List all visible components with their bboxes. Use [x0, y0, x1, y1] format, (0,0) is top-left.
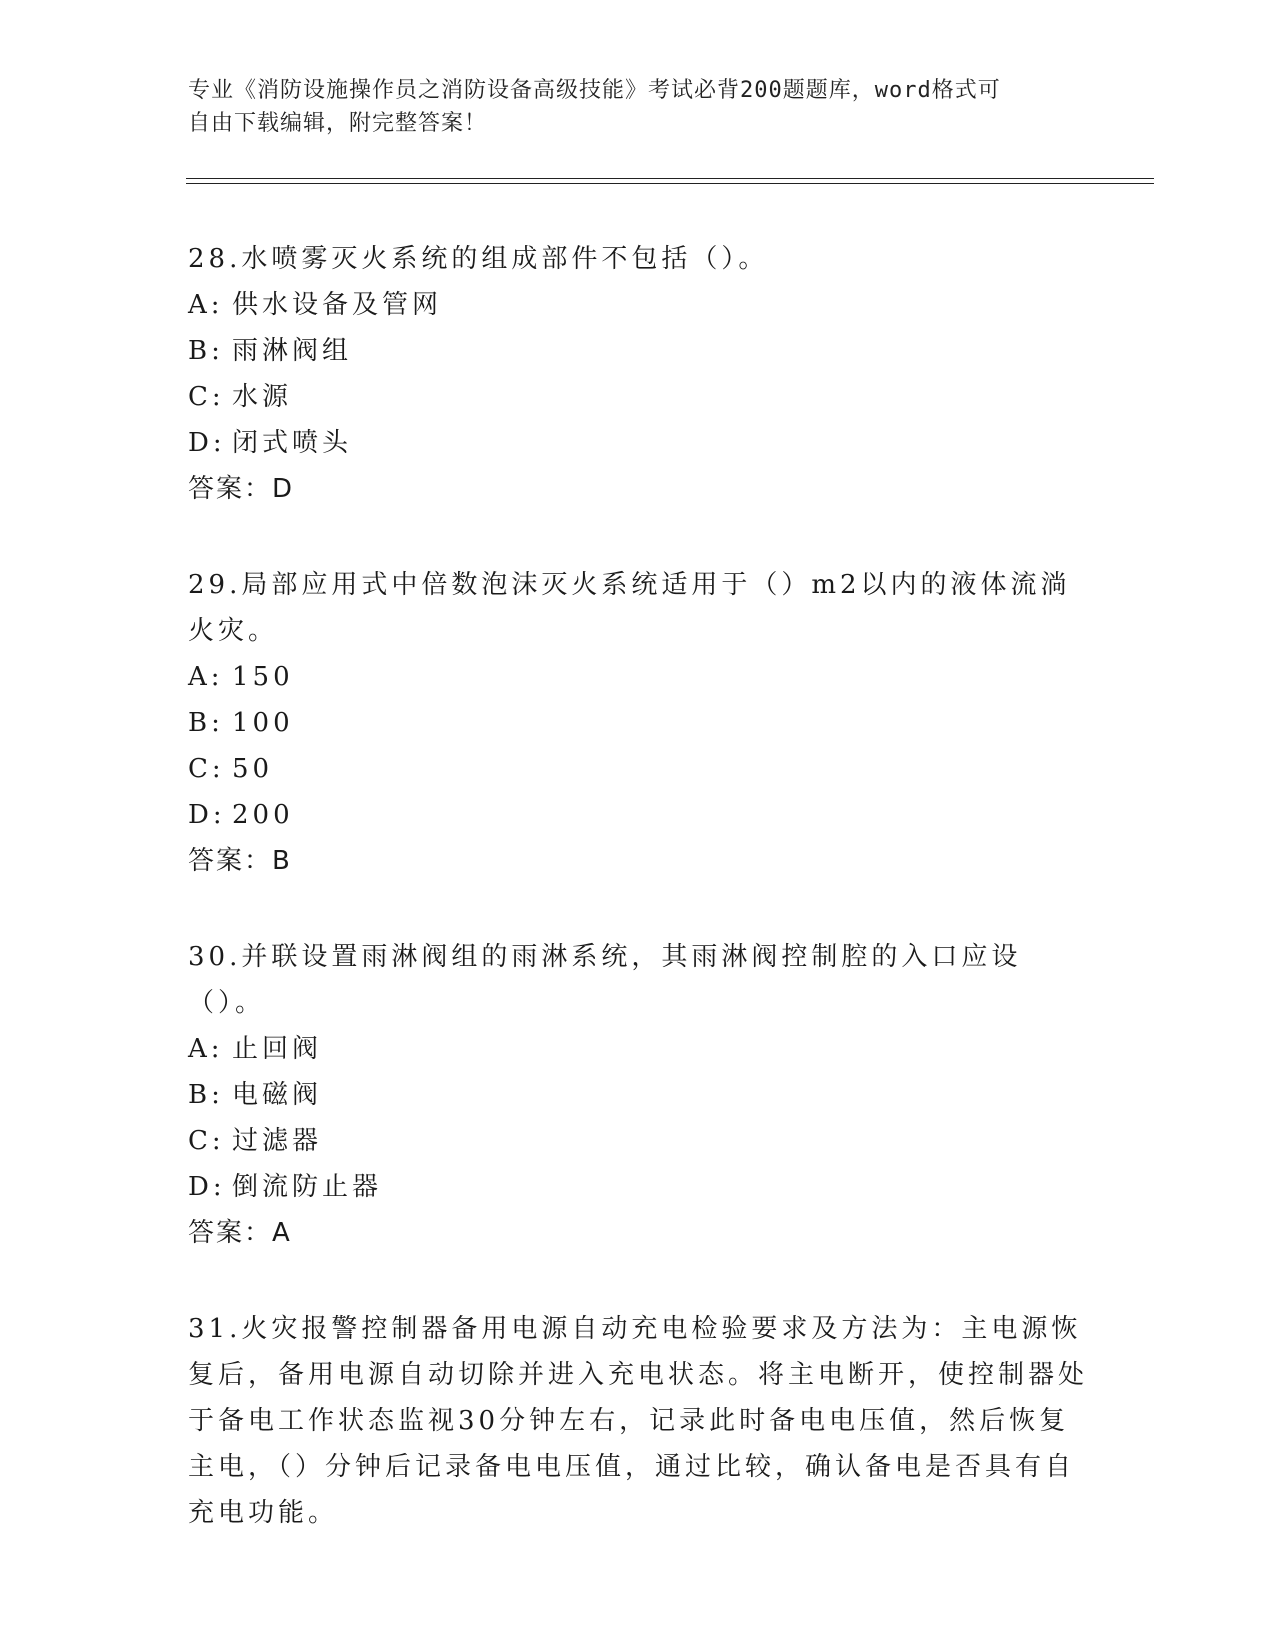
answer-line — [188, 466, 1088, 512]
answer-value: D — [272, 474, 294, 504]
option-text: 雨淋阀组 — [232, 336, 353, 366]
option-text: 100 — [232, 708, 294, 738]
option-text: 过滤器 — [232, 1126, 323, 1156]
answer-label: 答案： — [188, 1218, 273, 1248]
question-stem: 30.并联设置雨淋阀组的雨淋系统，其雨淋阀控制腔的入口应设（）。 — [188, 942, 1022, 1018]
option-d — [188, 792, 1088, 838]
question-30 — [188, 934, 1088, 1256]
option-key: C: — [188, 1126, 225, 1156]
option-b — [188, 1072, 1088, 1118]
option-a — [188, 1026, 1088, 1072]
answer-label: 答案： — [188, 474, 273, 504]
option-text: 50 — [232, 754, 274, 784]
question-stem: 29.局部应用式中倍数泡沫灭火系统适用于（）m2以内的液体流淌火灾。 — [188, 570, 1071, 646]
option-key: A: — [188, 290, 224, 320]
option-d — [188, 1164, 1088, 1210]
question-stem: 28.水喷雾灭火系统的组成部件不包括（）。 — [188, 244, 769, 274]
option-text: 水源 — [232, 382, 293, 412]
option-b — [188, 328, 1088, 374]
option-key: C: — [188, 754, 225, 784]
question-stem: 31.火灾报警控制器备用电源自动充电检验要求及方法为：主电源恢复后，备用电源自动切除并进入充电状态。将主电断开，使控制器处于备电工作状态监视30分钟左右，记录此时备电电压值，然后恢复主电，（）分钟后记录备电电压值，通过比较，确认备电是否具有自充电功能。 — [188, 1314, 1089, 1528]
question-31 — [188, 1306, 1088, 1536]
document-header — [188, 74, 1068, 140]
option-text: 闭式喷头 — [232, 428, 353, 458]
option-key: C: — [188, 382, 225, 412]
option-d — [188, 420, 1088, 466]
option-text: 电磁阀 — [232, 1080, 323, 1110]
answer-value: B — [272, 846, 291, 876]
question-29 — [188, 562, 1088, 884]
option-c — [188, 1118, 1088, 1164]
option-key: D: — [188, 800, 226, 830]
option-text: 倒流防止器 — [232, 1172, 383, 1202]
header-line-2: 自由下载编辑，附完整答案！ — [188, 111, 488, 136]
option-text: 150 — [232, 662, 294, 692]
option-a — [188, 282, 1088, 328]
option-key: B: — [188, 1080, 224, 1110]
question-28 — [188, 236, 1088, 512]
answer-label: 答案： — [188, 846, 273, 876]
option-c — [188, 746, 1088, 792]
header-line-1: 专业《消防设施操作员之消防设备高级技能》考试必背200题题库，word格式可 — [188, 78, 1001, 103]
option-text: 止回阀 — [232, 1034, 323, 1064]
option-key: D: — [188, 1172, 226, 1202]
header-divider-top — [186, 178, 1154, 179]
option-key: D: — [188, 428, 226, 458]
option-key: B: — [188, 708, 224, 738]
option-key: A: — [188, 1034, 224, 1064]
option-a — [188, 654, 1088, 700]
option-text: 200 — [232, 800, 294, 830]
option-key: A: — [188, 662, 224, 692]
option-key: B: — [188, 336, 224, 366]
question-list — [188, 236, 1088, 1586]
header-divider-bottom — [186, 183, 1154, 184]
option-b — [188, 700, 1088, 746]
answer-line — [188, 1210, 1088, 1256]
answer-value: A — [272, 1218, 291, 1248]
answer-line — [188, 838, 1088, 884]
option-c — [188, 374, 1088, 420]
option-text: 供水设备及管网 — [232, 290, 443, 320]
